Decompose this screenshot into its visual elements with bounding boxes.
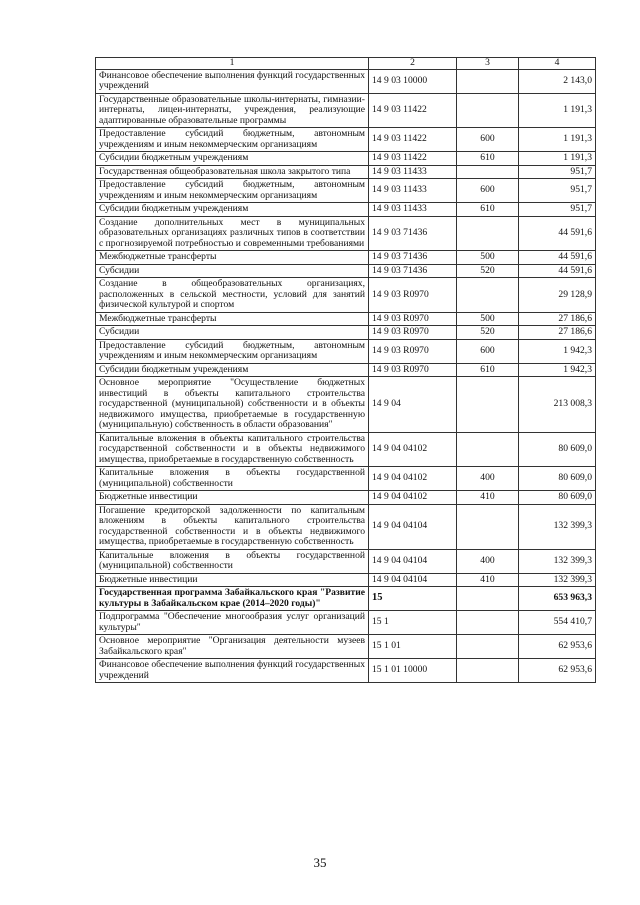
row-code: 14 9 03 R0970 — [369, 312, 457, 326]
row-vr: 600 — [457, 179, 519, 203]
row-name: Субсидии бюджетным учреждениям — [96, 152, 369, 166]
row-name: Субсидии бюджетным учреждениям — [96, 363, 369, 377]
row-amount: 951,7 — [519, 165, 596, 179]
row-amount: 44 591,6 — [519, 264, 596, 278]
row-amount: 1 191,3 — [519, 152, 596, 166]
row-name: Создание в общеобразовательных организациях, расположенных в сельской местности, условий для занятий физической культурой и спортом — [96, 278, 369, 313]
row-vr — [457, 278, 519, 313]
row-amount: 27 186,6 — [519, 326, 596, 340]
row-vr — [457, 659, 519, 683]
row-vr: 610 — [457, 203, 519, 217]
table-row — [96, 491, 596, 505]
row-amount: 951,7 — [519, 179, 596, 203]
row-code: 15 — [369, 587, 457, 611]
row-name: Бюджетные инвестиции — [96, 573, 369, 587]
row-code: 14 9 03 R0970 — [369, 278, 457, 313]
row-vr — [457, 635, 519, 659]
table-row — [96, 339, 596, 363]
table-row — [96, 264, 596, 278]
row-vr — [457, 611, 519, 635]
row-name: Предоставление субсидий бюджетным, автономным учреждениям и иным некоммерческим организациям — [96, 339, 369, 363]
row-vr: 400 — [457, 549, 519, 573]
table-row — [96, 216, 596, 251]
row-amount: 554 410,7 — [519, 611, 596, 635]
row-name: Основное мероприятие "Организация деятельности музеев Забайкальского края" — [96, 635, 369, 659]
table-body — [96, 69, 596, 683]
row-amount: 132 399,3 — [519, 573, 596, 587]
row-vr: 520 — [457, 326, 519, 340]
table-row — [96, 504, 596, 549]
row-amount: 2 143,0 — [519, 69, 596, 93]
row-vr — [457, 93, 519, 128]
table-row — [96, 363, 596, 377]
table-row — [96, 635, 596, 659]
budget-table — [95, 57, 596, 683]
row-vr: 600 — [457, 128, 519, 152]
row-code: 14 9 03 11433 — [369, 203, 457, 217]
row-amount: 80 609,0 — [519, 432, 596, 467]
table-row — [96, 377, 596, 433]
row-vr: 500 — [457, 312, 519, 326]
row-code: 14 9 03 11433 — [369, 165, 457, 179]
table-row — [96, 165, 596, 179]
row-code: 14 9 03 R0970 — [369, 326, 457, 340]
table-row — [96, 549, 596, 573]
row-code: 14 9 03 R0970 — [369, 339, 457, 363]
row-amount: 132 399,3 — [519, 504, 596, 549]
row-amount: 80 609,0 — [519, 491, 596, 505]
row-code: 14 9 03 71436 — [369, 216, 457, 251]
table-row — [96, 278, 596, 313]
row-name: Финансовое обеспечение выполнения функций государственных учреждений — [96, 659, 369, 683]
row-code: 14 9 03 R0970 — [369, 363, 457, 377]
row-name: Основное мероприятие "Осуществление бюджетных инвестиций в объекты капитального строительства государственной (муниципальной) собственности и в объекты недвижимого имущества, приобретаемые в государственную (муниципальную) собственность в области образования" — [96, 377, 369, 433]
row-amount: 1 191,3 — [519, 93, 596, 128]
row-vr: 500 — [457, 251, 519, 265]
row-code: 14 9 03 11422 — [369, 152, 457, 166]
row-code: 14 9 03 71436 — [369, 251, 457, 265]
row-code: 14 9 04 — [369, 377, 457, 433]
table-row — [96, 251, 596, 265]
row-vr — [457, 432, 519, 467]
row-code: 14 9 03 11422 — [369, 93, 457, 128]
column-header-amount: 4 — [519, 58, 596, 70]
table-row — [96, 128, 596, 152]
row-vr: 520 — [457, 264, 519, 278]
row-code: 14 9 04 04104 — [369, 573, 457, 587]
row-name: Погашение кредиторской задолженности по капитальным вложениям в объекты капитального строительства государственной собственности и в объекты недвижимого имущества, приобретаемые в государственную собственность — [96, 504, 369, 549]
row-name: Капитальные вложения в объекты государственной (муниципальной) собственности — [96, 467, 369, 491]
table-row — [96, 573, 596, 587]
row-code: 14 9 03 11433 — [369, 179, 457, 203]
table-row — [96, 312, 596, 326]
row-name: Предоставление субсидий бюджетным, автономным учреждениям и иным некоммерческим организациям — [96, 179, 369, 203]
row-amount: 213 008,3 — [519, 377, 596, 433]
row-vr: 600 — [457, 339, 519, 363]
row-name: Межбюджетные трансферты — [96, 251, 369, 265]
row-name: Капитальные вложения в объекты государственной (муниципальной) собственности — [96, 549, 369, 573]
row-amount: 653 963,3 — [519, 587, 596, 611]
row-amount: 80 609,0 — [519, 467, 596, 491]
column-header-vr: 3 — [457, 58, 519, 70]
row-vr: 400 — [457, 467, 519, 491]
column-header-code: 2 — [369, 58, 457, 70]
row-code: 14 9 04 04102 — [369, 467, 457, 491]
table-row — [96, 93, 596, 128]
row-name: Бюджетные инвестиции — [96, 491, 369, 505]
row-name: Субсидии — [96, 264, 369, 278]
row-name: Межбюджетные трансферты — [96, 312, 369, 326]
table-row — [96, 467, 596, 491]
row-vr: 610 — [457, 363, 519, 377]
row-amount: 1 191,3 — [519, 128, 596, 152]
table-row — [96, 659, 596, 683]
row-code: 14 9 04 04104 — [369, 504, 457, 549]
row-amount: 132 399,3 — [519, 549, 596, 573]
row-amount: 951,7 — [519, 203, 596, 217]
row-code: 14 9 03 11422 — [369, 128, 457, 152]
row-code: 15 1 — [369, 611, 457, 635]
row-name: Государственные образовательные школы-интернаты, гимназии-интернаты, лицеи-интернаты, учреждения, реализующие адаптированные образовательные программы — [96, 93, 369, 128]
row-amount: 27 186,6 — [519, 312, 596, 326]
row-name: Предоставление субсидий бюджетным, автономным учреждениям и иным некоммерческим организациям — [96, 128, 369, 152]
table-row — [96, 587, 596, 611]
row-amount: 62 953,6 — [519, 635, 596, 659]
row-vr: 410 — [457, 491, 519, 505]
row-code: 14 9 04 04102 — [369, 432, 457, 467]
row-vr: 410 — [457, 573, 519, 587]
row-name: Создание дополнительных мест в муниципальных образовательных организациях различных типов в соответствии с прогнозируемой потребностью и современными требованиями — [96, 216, 369, 251]
row-code: 14 9 04 04104 — [369, 549, 457, 573]
row-vr — [457, 69, 519, 93]
row-vr: 610 — [457, 152, 519, 166]
table-row — [96, 152, 596, 166]
row-code: 15 1 01 — [369, 635, 457, 659]
row-amount: 1 942,3 — [519, 339, 596, 363]
row-name: Государственная общеобразовательная школа закрытого типа — [96, 165, 369, 179]
row-name: Капитальные вложения в объекты капитального строительства государственной собственности и в объекты недвижимого имущества, приобретаемые в государственную собственность — [96, 432, 369, 467]
row-amount: 29 128,9 — [519, 278, 596, 313]
row-amount: 1 942,3 — [519, 363, 596, 377]
row-name: Субсидии бюджетным учреждениям — [96, 203, 369, 217]
table-row — [96, 432, 596, 467]
row-vr — [457, 165, 519, 179]
table-row — [96, 611, 596, 635]
row-code: 14 9 03 10000 — [369, 69, 457, 93]
table-row — [96, 179, 596, 203]
row-name: Субсидии — [96, 326, 369, 340]
row-code: 14 9 04 04102 — [369, 491, 457, 505]
table-row — [96, 69, 596, 93]
row-name: Государственная программа Забайкальского края "Развитие культуры в Забайкальском крае (2014–2020 годы)" — [96, 587, 369, 611]
column-header-name: 1 — [96, 58, 369, 70]
row-code: 14 9 03 71436 — [369, 264, 457, 278]
row-vr — [457, 377, 519, 433]
row-name: Подпрограмма "Обеспечение многообразия услуг организаций культуры" — [96, 611, 369, 635]
row-amount: 44 591,6 — [519, 216, 596, 251]
row-amount: 44 591,6 — [519, 251, 596, 265]
row-name: Финансовое обеспечение выполнения функций государственных учреждений — [96, 69, 369, 93]
row-vr — [457, 216, 519, 251]
row-vr — [457, 587, 519, 611]
table-row — [96, 203, 596, 217]
row-code: 15 1 01 10000 — [369, 659, 457, 683]
row-vr — [457, 504, 519, 549]
table-row — [96, 326, 596, 340]
row-amount: 62 953,6 — [519, 659, 596, 683]
table-header-row — [96, 58, 596, 70]
page-number: 35 — [313, 855, 327, 870]
